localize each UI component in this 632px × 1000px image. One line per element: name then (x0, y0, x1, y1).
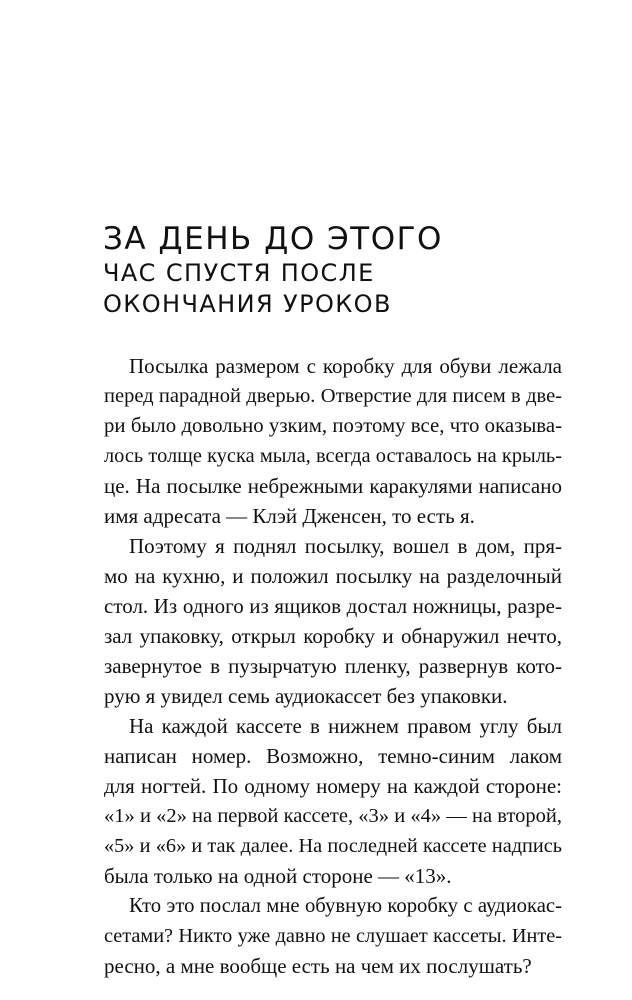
paragraph (104, 531, 562, 711)
text-line: «1» и «2» на первой кассете, «3» и «4» — на второй, (104, 805, 562, 827)
chapter-subtitle-line: ОКОНЧАНИЯ УРОКОВ (103, 290, 392, 318)
text-line: На каждой кассете в нижнем правом углу был (129, 714, 562, 738)
text-line: имя адресата — Клэй Дженсен, то есть я. (104, 504, 475, 528)
text-line: ри было довольно узким, поэтому все, что оказыва- (104, 414, 562, 437)
text-line: завернутое в пузырчатую пленку, развернув кото- (104, 654, 562, 678)
text-line: лось толще куска мыла, всегда оставалось на крыль- (104, 445, 562, 467)
text-line: Кто это послал мне обувную коробку с аудиокас- (129, 895, 562, 917)
text-line: зал упаковку, открыл коробку и обнаружил нечто, (104, 624, 562, 648)
text-line: перед парадной дверью. Отверстие для писем в две- (104, 385, 562, 407)
text-line: была только на одной стороне — «13». (104, 864, 452, 888)
text-line: Посылка размером с коробку для обуви лежала (129, 354, 562, 378)
text-line: мо на кухню, и положил посылку на разделочный (104, 564, 562, 588)
chapter-body (104, 351, 562, 981)
text-line: «5» и «6» и так далее. На последней кассете надпись (104, 835, 562, 857)
text-line: сетами? Никто уже давно не слушает кассеты. Инте- (104, 925, 562, 947)
text-line: ресно, а мне вообще есть на чем их послушать? (104, 954, 532, 978)
text-line: стол. Из одного из ящиков достал ножницы, разре- (104, 594, 562, 618)
text-line: для ногтей. По одному номеру на каждой стороне: (104, 774, 562, 798)
paragraph (104, 891, 562, 981)
text-line: це. На посылке небрежными каракулями написано (104, 474, 562, 498)
text-line: рую я увидел семь аудиокассет без упаковки. (104, 684, 508, 708)
text-line: написан номер. Возможно, темно-синим лаком (104, 744, 562, 768)
paragraph (104, 351, 562, 531)
text-line: Поэтому я поднял посылку, вошел в дом, пря- (129, 534, 562, 558)
paragraph (104, 711, 562, 891)
chapter-title: ЗА ДЕНЬ ДО ЭТОГО (103, 221, 443, 257)
chapter-subtitle (103, 258, 563, 320)
chapter-subtitle-line: ЧАС СПУСТЯ ПОСЛЕ (103, 259, 375, 287)
